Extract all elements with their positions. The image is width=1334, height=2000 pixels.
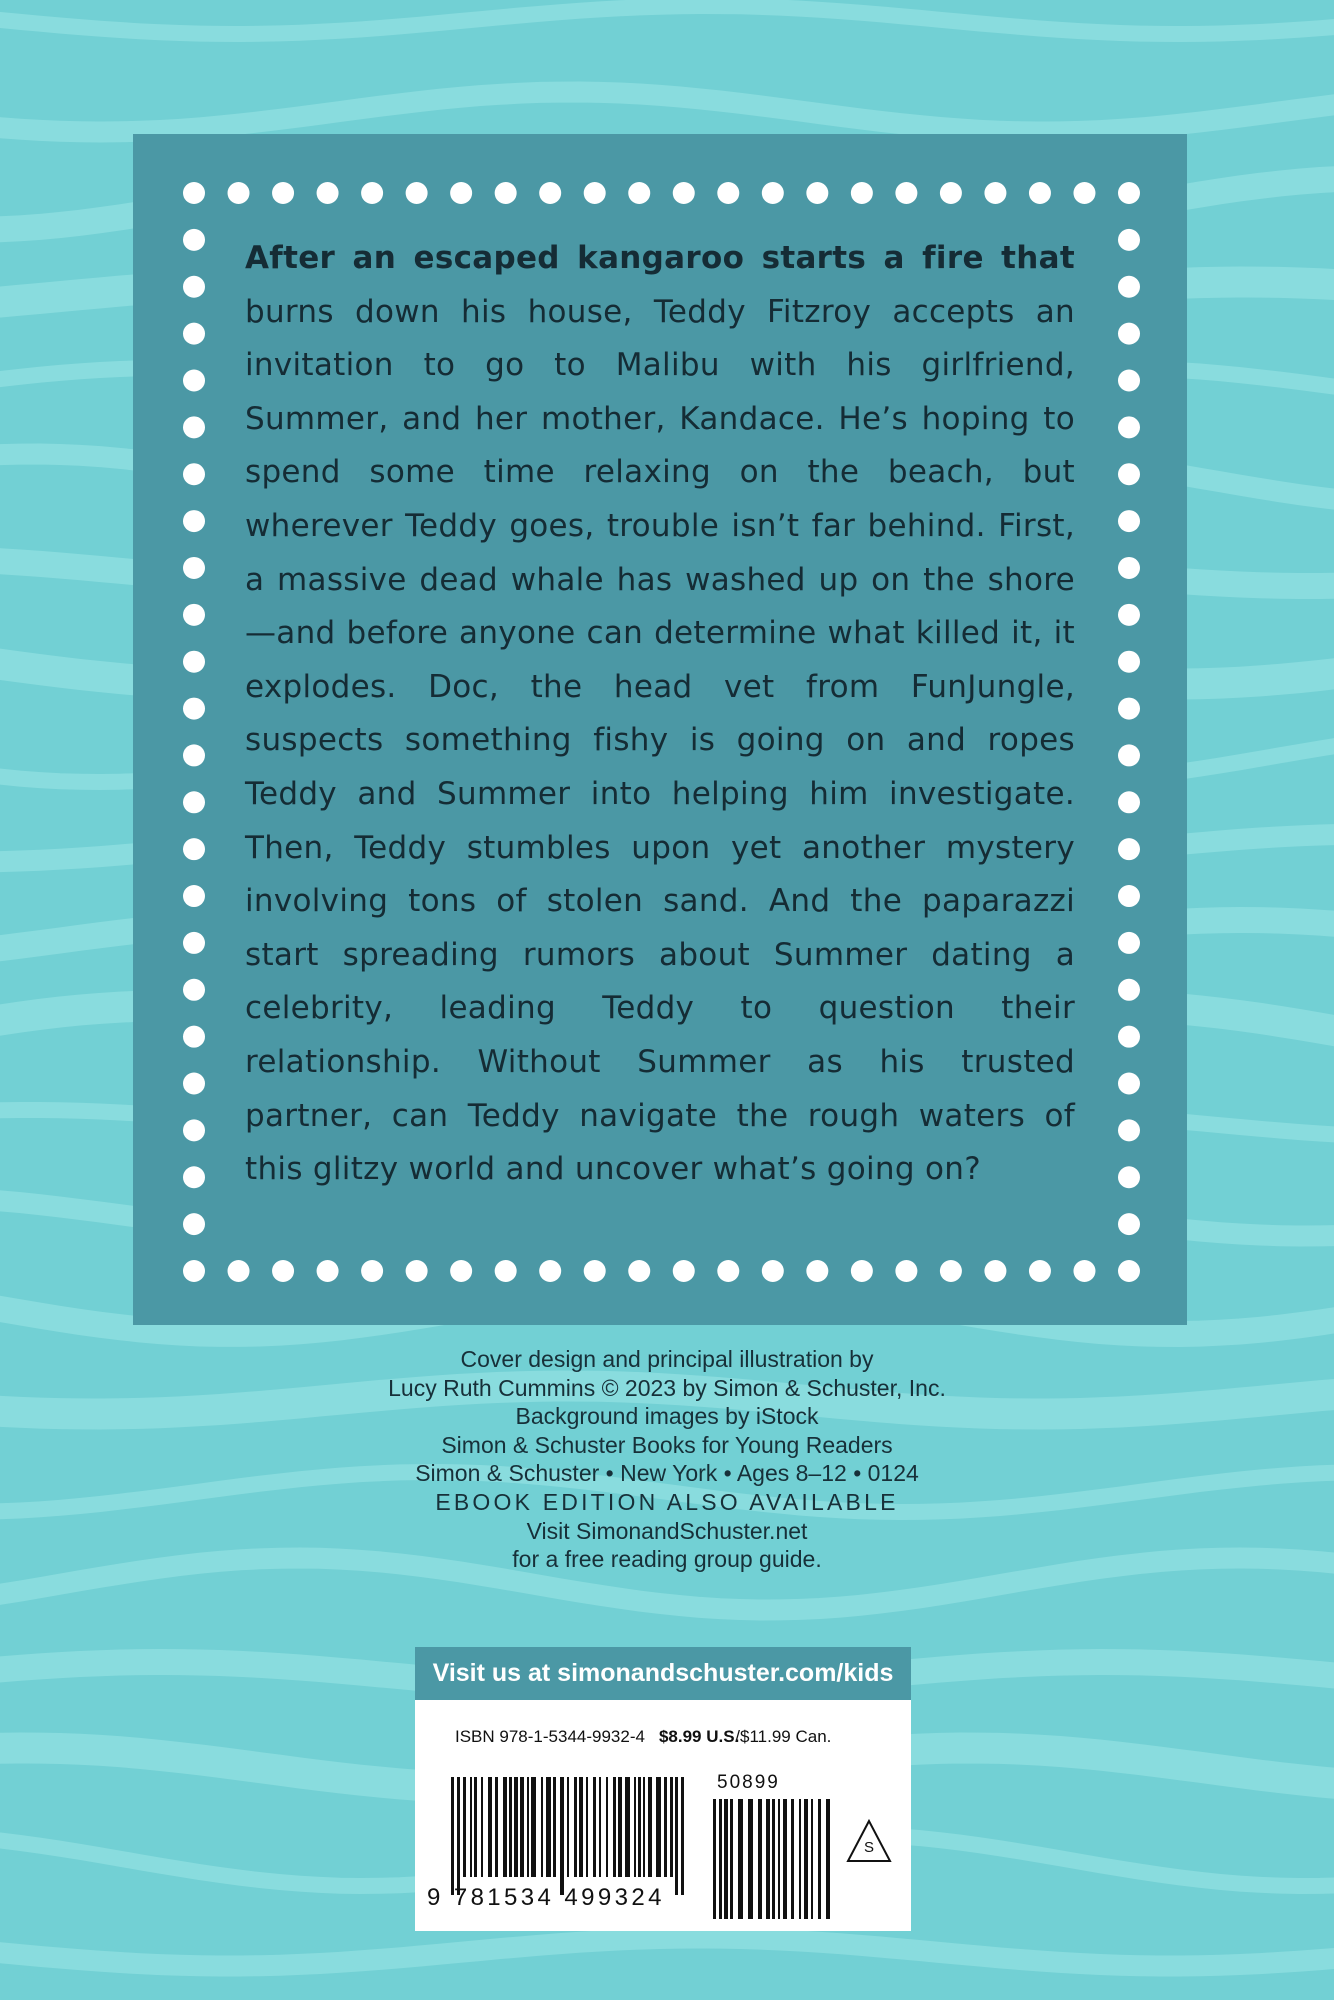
barcode-bar — [748, 1799, 753, 1919]
barcode-bar — [826, 1799, 830, 1919]
barcode-bar — [738, 1799, 743, 1919]
border-dot — [1118, 791, 1140, 813]
barcode-bar — [670, 1777, 673, 1877]
border-dot — [1118, 510, 1140, 532]
border-dot — [183, 604, 205, 626]
border-dot — [228, 1260, 250, 1282]
border-dot — [940, 182, 962, 204]
barcode-bar — [457, 1777, 460, 1895]
barcode-bar — [713, 1799, 716, 1919]
border-dot — [183, 1119, 205, 1141]
border-dot — [1118, 932, 1140, 954]
barcode-bar — [527, 1777, 529, 1877]
barcode-bar — [664, 1777, 667, 1877]
barcode-bar — [509, 1777, 512, 1877]
price-code: 50899 — [717, 1772, 780, 1793]
barcode-bar — [724, 1799, 728, 1919]
border-dot — [183, 229, 205, 251]
synopsis-panel — [133, 134, 1187, 1325]
border-dot — [1118, 1260, 1140, 1282]
barcode-bar — [618, 1777, 622, 1877]
barcode-bar — [599, 1777, 601, 1877]
barcode-bar — [778, 1799, 780, 1919]
border-dot — [806, 182, 828, 204]
credit-line-ebook: EBOOK EDITION ALSO AVAILABLE — [435, 1488, 899, 1515]
border-dot — [1118, 885, 1140, 907]
border-dot — [1118, 557, 1140, 579]
price-can: /$11.99 Can. — [735, 1727, 832, 1746]
border-dot — [183, 463, 205, 485]
credits-block — [267, 1345, 1067, 1574]
border-dot — [495, 1260, 517, 1282]
border-dot — [183, 932, 205, 954]
barcode-box — [415, 1647, 911, 1931]
barcode-bar — [560, 1777, 564, 1895]
barcode-bar — [818, 1799, 821, 1919]
border-dot — [1118, 369, 1140, 391]
border-dot — [1118, 1119, 1140, 1141]
credit-line-publisher: Simon & Schuster • New York • Ages 8–12 • 0124 — [415, 1460, 919, 1487]
border-dot — [183, 510, 205, 532]
border-dot — [717, 182, 739, 204]
border-dot — [1118, 1073, 1140, 1095]
border-dot — [495, 182, 517, 204]
synopsis-text — [245, 232, 1075, 1197]
credit-line-imprint: Simon & Schuster Books for Young Readers — [441, 1431, 893, 1458]
border-dot — [183, 744, 205, 766]
border-dot — [1118, 416, 1140, 438]
credit-line-background: Background images by iStock — [515, 1403, 819, 1430]
border-dot — [183, 276, 205, 298]
border-dot — [584, 1260, 606, 1282]
barcode-bar — [638, 1777, 641, 1877]
barcode-bar — [567, 1777, 569, 1877]
border-dot — [183, 557, 205, 579]
border-dot — [183, 1073, 205, 1095]
barcode-bar — [606, 1777, 608, 1877]
barcode-bar — [648, 1777, 652, 1877]
barcode-bar — [488, 1777, 492, 1877]
barcode-bar — [766, 1799, 770, 1919]
barcode-bar — [541, 1777, 543, 1877]
border-dot — [272, 1260, 294, 1282]
barcode-bar — [811, 1799, 813, 1919]
border-dot — [1118, 838, 1140, 860]
border-dot — [1029, 1260, 1051, 1282]
border-dot — [183, 416, 205, 438]
border-dot — [1029, 182, 1051, 204]
border-dot — [183, 838, 205, 860]
border-dot — [183, 369, 205, 391]
border-dot — [984, 182, 1006, 204]
border-dot — [984, 1260, 1006, 1282]
border-dot — [851, 182, 873, 204]
border-dot — [717, 1260, 739, 1282]
border-dot — [183, 1026, 205, 1048]
border-dot — [183, 1213, 205, 1235]
border-dot — [1118, 979, 1140, 1001]
price-us: $8.99 U.S. — [658, 1727, 740, 1746]
border-dot — [1118, 651, 1140, 673]
barcode-bar — [634, 1777, 636, 1877]
barcode-bar — [681, 1777, 684, 1895]
border-dot — [628, 1260, 650, 1282]
wave-band — [0, 1938, 1334, 1966]
border-dot — [1118, 182, 1140, 204]
border-dot — [183, 182, 205, 204]
barcode-bar — [495, 1777, 498, 1877]
isbn-text: ISBN 978-1-5344-9932-4 — [455, 1727, 645, 1746]
barcode-bar — [791, 1799, 794, 1919]
barcode-bar — [579, 1777, 583, 1877]
border-dot — [1073, 1260, 1095, 1282]
barcode-bar — [593, 1777, 596, 1877]
border-dot — [406, 182, 428, 204]
credit-line-illustrator: Lucy Ruth Cummins © 2023 by Simon & Schuster, Inc. — [388, 1374, 946, 1401]
border-dot — [183, 791, 205, 813]
barcode-bar — [553, 1777, 556, 1877]
barcode-bar — [470, 1777, 472, 1877]
border-dot — [1118, 323, 1140, 345]
border-dot — [183, 323, 205, 345]
barcode-bar — [546, 1777, 551, 1877]
border-dot — [1118, 744, 1140, 766]
border-dot — [584, 182, 606, 204]
border-dot — [406, 1260, 428, 1282]
barcode-bar — [586, 1777, 588, 1877]
border-dot — [183, 1260, 205, 1282]
barcode-bar — [625, 1777, 630, 1877]
barcode-bar — [643, 1777, 645, 1877]
website-banner[interactable]: Visit us at simonandschuster.com/kids — [415, 1647, 911, 1700]
barcode-bar — [481, 1777, 483, 1877]
border-dot — [361, 1260, 383, 1282]
barcode-bar — [531, 1777, 536, 1877]
credit-line-design: Cover design and principal illustration by — [460, 1346, 874, 1372]
border-dot — [628, 182, 650, 204]
border-dot — [895, 1260, 917, 1282]
border-dot — [673, 1260, 695, 1282]
border-dot — [1073, 182, 1095, 204]
barcode-bar — [613, 1777, 616, 1877]
border-dot — [851, 1260, 873, 1282]
border-dot — [1118, 604, 1140, 626]
barcode-bar — [451, 1777, 454, 1895]
barcode-bar — [758, 1799, 762, 1919]
border-dot — [317, 1260, 339, 1282]
barcode-bar — [804, 1799, 808, 1919]
barcode-bar — [730, 1799, 733, 1919]
border-dot — [762, 1260, 784, 1282]
synopsis-body: burns down his house, Teddy Fitzroy accepts an invitation to go to Malibu with his girlfriend, Summer, and her mother, Kandace. He’s hoping to spend some time relaxing on the beach, but wherever Teddy goes, trouble isn’t far behind. First, a massive dead whale has washed up on the shore—and before anyone can determine what killed it, it explodes. Doc, the head vet from FunJungle, suspects something fishy is going on and ropes Teddy and Summer into helping him investigate. Then, Teddy stumbles upon yet another mystery involving tons of stolen sand. And the paparazzi start spreading rumors about Summer dating a celebrity, leading Teddy to question their relationship. Without Summer as his trusted partner, can Teddy navigate the rough waters of this glitzy world and uncover what’s going on? — [245, 293, 1075, 1188]
border-dot — [673, 182, 695, 204]
barcode-bar — [463, 1777, 466, 1877]
triangle-label: S — [863, 1839, 874, 1856]
barcode-bar — [503, 1777, 507, 1877]
border-dot — [183, 651, 205, 673]
border-dot — [1118, 276, 1140, 298]
barcode-bar — [474, 1777, 477, 1877]
border-dot — [1118, 1213, 1140, 1235]
border-dot — [450, 1260, 472, 1282]
border-dot — [183, 979, 205, 1001]
barcode-bar — [772, 1799, 775, 1919]
credit-line-guide: for a free reading group guide. — [512, 1546, 822, 1573]
border-dot — [1118, 1166, 1140, 1188]
barcode-bar — [799, 1799, 801, 1919]
border-dot — [940, 1260, 962, 1282]
border-dot — [228, 182, 250, 204]
wave-band — [0, 6, 1334, 34]
border-dot — [895, 182, 917, 204]
border-dot — [361, 182, 383, 204]
wave-band — [0, 92, 1334, 132]
border-dot — [1118, 229, 1140, 251]
border-dot — [450, 182, 472, 204]
border-dot — [539, 1260, 561, 1282]
barcode-bar — [520, 1777, 524, 1877]
barcode-digits: 9 781534 499324 — [427, 1884, 665, 1911]
border-dot — [539, 182, 561, 204]
border-dot — [183, 885, 205, 907]
barcode-bar — [574, 1777, 577, 1877]
barcode-bar — [675, 1777, 678, 1895]
border-dot — [272, 182, 294, 204]
barcode-bar — [514, 1777, 518, 1877]
barcode-bar — [719, 1799, 722, 1919]
barcode-bar — [656, 1777, 661, 1877]
border-dot — [762, 182, 784, 204]
synopsis-lead: After an escaped kangaroo starts a fire that — [245, 240, 1075, 276]
border-dot — [183, 1166, 205, 1188]
border-dot — [1118, 698, 1140, 720]
border-dot — [806, 1260, 828, 1282]
credit-line-visit: Visit SimonandSchuster.net — [526, 1517, 808, 1544]
border-dot — [1118, 1026, 1140, 1048]
barcode-bar — [783, 1799, 787, 1919]
border-dot — [1118, 463, 1140, 485]
border-dot — [183, 698, 205, 720]
border-dot — [317, 182, 339, 204]
